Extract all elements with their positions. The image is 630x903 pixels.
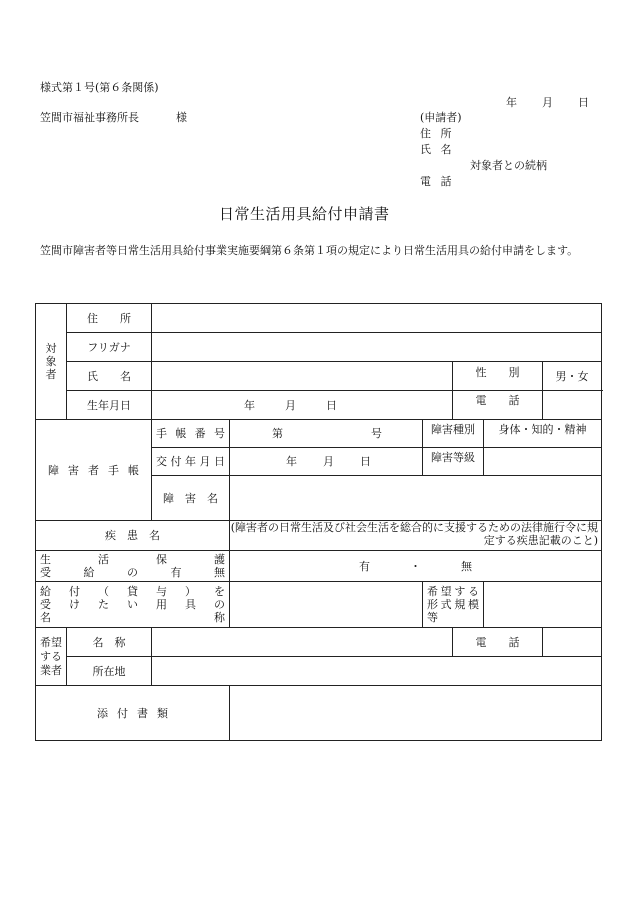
attachments-label: 添付書類	[36, 686, 230, 741]
vendor-phone-label: 電 話	[453, 628, 543, 657]
desired-spec-line1: 希望する	[427, 585, 479, 598]
welfare-status[interactable]	[230, 551, 602, 582]
vendor-phone-field[interactable]	[543, 628, 602, 657]
equipment-label	[36, 582, 230, 628]
disability-grade-field[interactable]	[484, 448, 602, 476]
phone-label: 電 話	[453, 391, 543, 420]
desired-spec-label	[423, 582, 484, 628]
name-field[interactable]	[152, 362, 453, 391]
welfare-label-line2: 受給の有無	[40, 566, 225, 579]
disease-name-label: 疾 患 名	[36, 521, 230, 551]
handbook-label: 障害者手帳	[36, 420, 152, 521]
welfare-no: 無	[461, 559, 472, 573]
disability-name-field[interactable]	[230, 476, 602, 521]
issue-date-field[interactable]	[230, 448, 423, 476]
attachments-field[interactable]	[230, 686, 602, 741]
address-label: 住 所	[67, 304, 152, 333]
applicant-address-label: 住 所	[420, 127, 455, 140]
declaration-text: 笠間市障害者等日常生活用具給付事業実施要綱第６条第１項の規定により日常生活用具の給付申請をします。	[40, 244, 579, 257]
disability-name-label: 障 害 名	[152, 476, 230, 521]
equipment-label-line2: 受けたい用具の	[40, 598, 225, 611]
subject-label: 対 象 者	[36, 304, 67, 420]
vendor-label: 希望 する 業者	[36, 628, 67, 686]
applicant-label: (申請者)	[420, 111, 462, 124]
furigana-field[interactable]	[152, 333, 602, 362]
vendor-name-label: 名 称	[67, 628, 152, 657]
addressee: 笠間市福祉事務所長	[40, 111, 139, 124]
handbook-number-field[interactable]	[230, 420, 423, 448]
applicant-name-label: 氏 名	[420, 143, 455, 156]
welfare-dot: ・	[410, 559, 421, 573]
applicant-phone-label: 電 話	[420, 175, 455, 188]
date-year: 年	[506, 96, 517, 109]
handbook-dai: 第	[272, 427, 283, 440]
welfare-label	[36, 551, 230, 582]
page-title: 日常生活用具給付申請書	[219, 205, 390, 223]
issue-year: 年	[286, 455, 297, 468]
equipment-field[interactable]	[230, 582, 423, 628]
gender-label: 性 別	[453, 362, 543, 391]
addressee-suffix: 様	[176, 111, 187, 124]
issue-date-label: 交付年月日	[152, 448, 230, 476]
gender-value[interactable]: 男・女	[543, 362, 602, 391]
address-field[interactable]	[152, 304, 602, 333]
phone-field[interactable]	[543, 391, 602, 420]
disability-grade-label: 障害等級	[423, 448, 484, 476]
vendor-address-field[interactable]	[152, 657, 602, 686]
disease-note[interactable]: (障害者の日常生活及び社会生活を総合的に支援するための法律施行令に規定する疾患記載のこと)	[230, 521, 602, 551]
birth-year: 年	[244, 398, 255, 412]
equipment-label-line1: 給付（貸与）を	[40, 585, 225, 598]
birth-day: 日	[326, 398, 337, 412]
application-form-table	[35, 303, 602, 741]
issue-month: 月	[323, 455, 334, 468]
name-label: 氏 名	[67, 362, 152, 391]
issue-day: 日	[360, 455, 371, 468]
furigana-label: フリガナ	[67, 333, 152, 362]
date-month: 月	[542, 96, 553, 109]
handbook-number-label: 手帳番号	[152, 420, 230, 448]
form-number: 様式第１号(第６条関係)	[40, 81, 159, 94]
welfare-yes: 有	[359, 559, 370, 573]
equipment-label-line3: 名 称	[40, 611, 225, 624]
birthdate-field[interactable]	[152, 391, 453, 420]
birthdate-label: 生年月日	[67, 391, 152, 420]
disability-type-value[interactable]: 身体・知的・精神	[484, 420, 602, 448]
birth-month: 月	[285, 398, 296, 412]
vendor-name-field[interactable]	[152, 628, 453, 657]
desired-spec-field[interactable]	[484, 582, 602, 628]
vendor-address-label: 所在地	[67, 657, 152, 686]
relation-label: 対象者との続柄	[470, 159, 547, 172]
date-day: 日	[578, 96, 589, 109]
disability-type-label: 障害種別	[423, 420, 484, 448]
welfare-label-line1: 生活保護	[40, 553, 225, 566]
desired-spec-line2: 形式規模等	[427, 598, 479, 624]
handbook-go: 号	[371, 427, 382, 440]
